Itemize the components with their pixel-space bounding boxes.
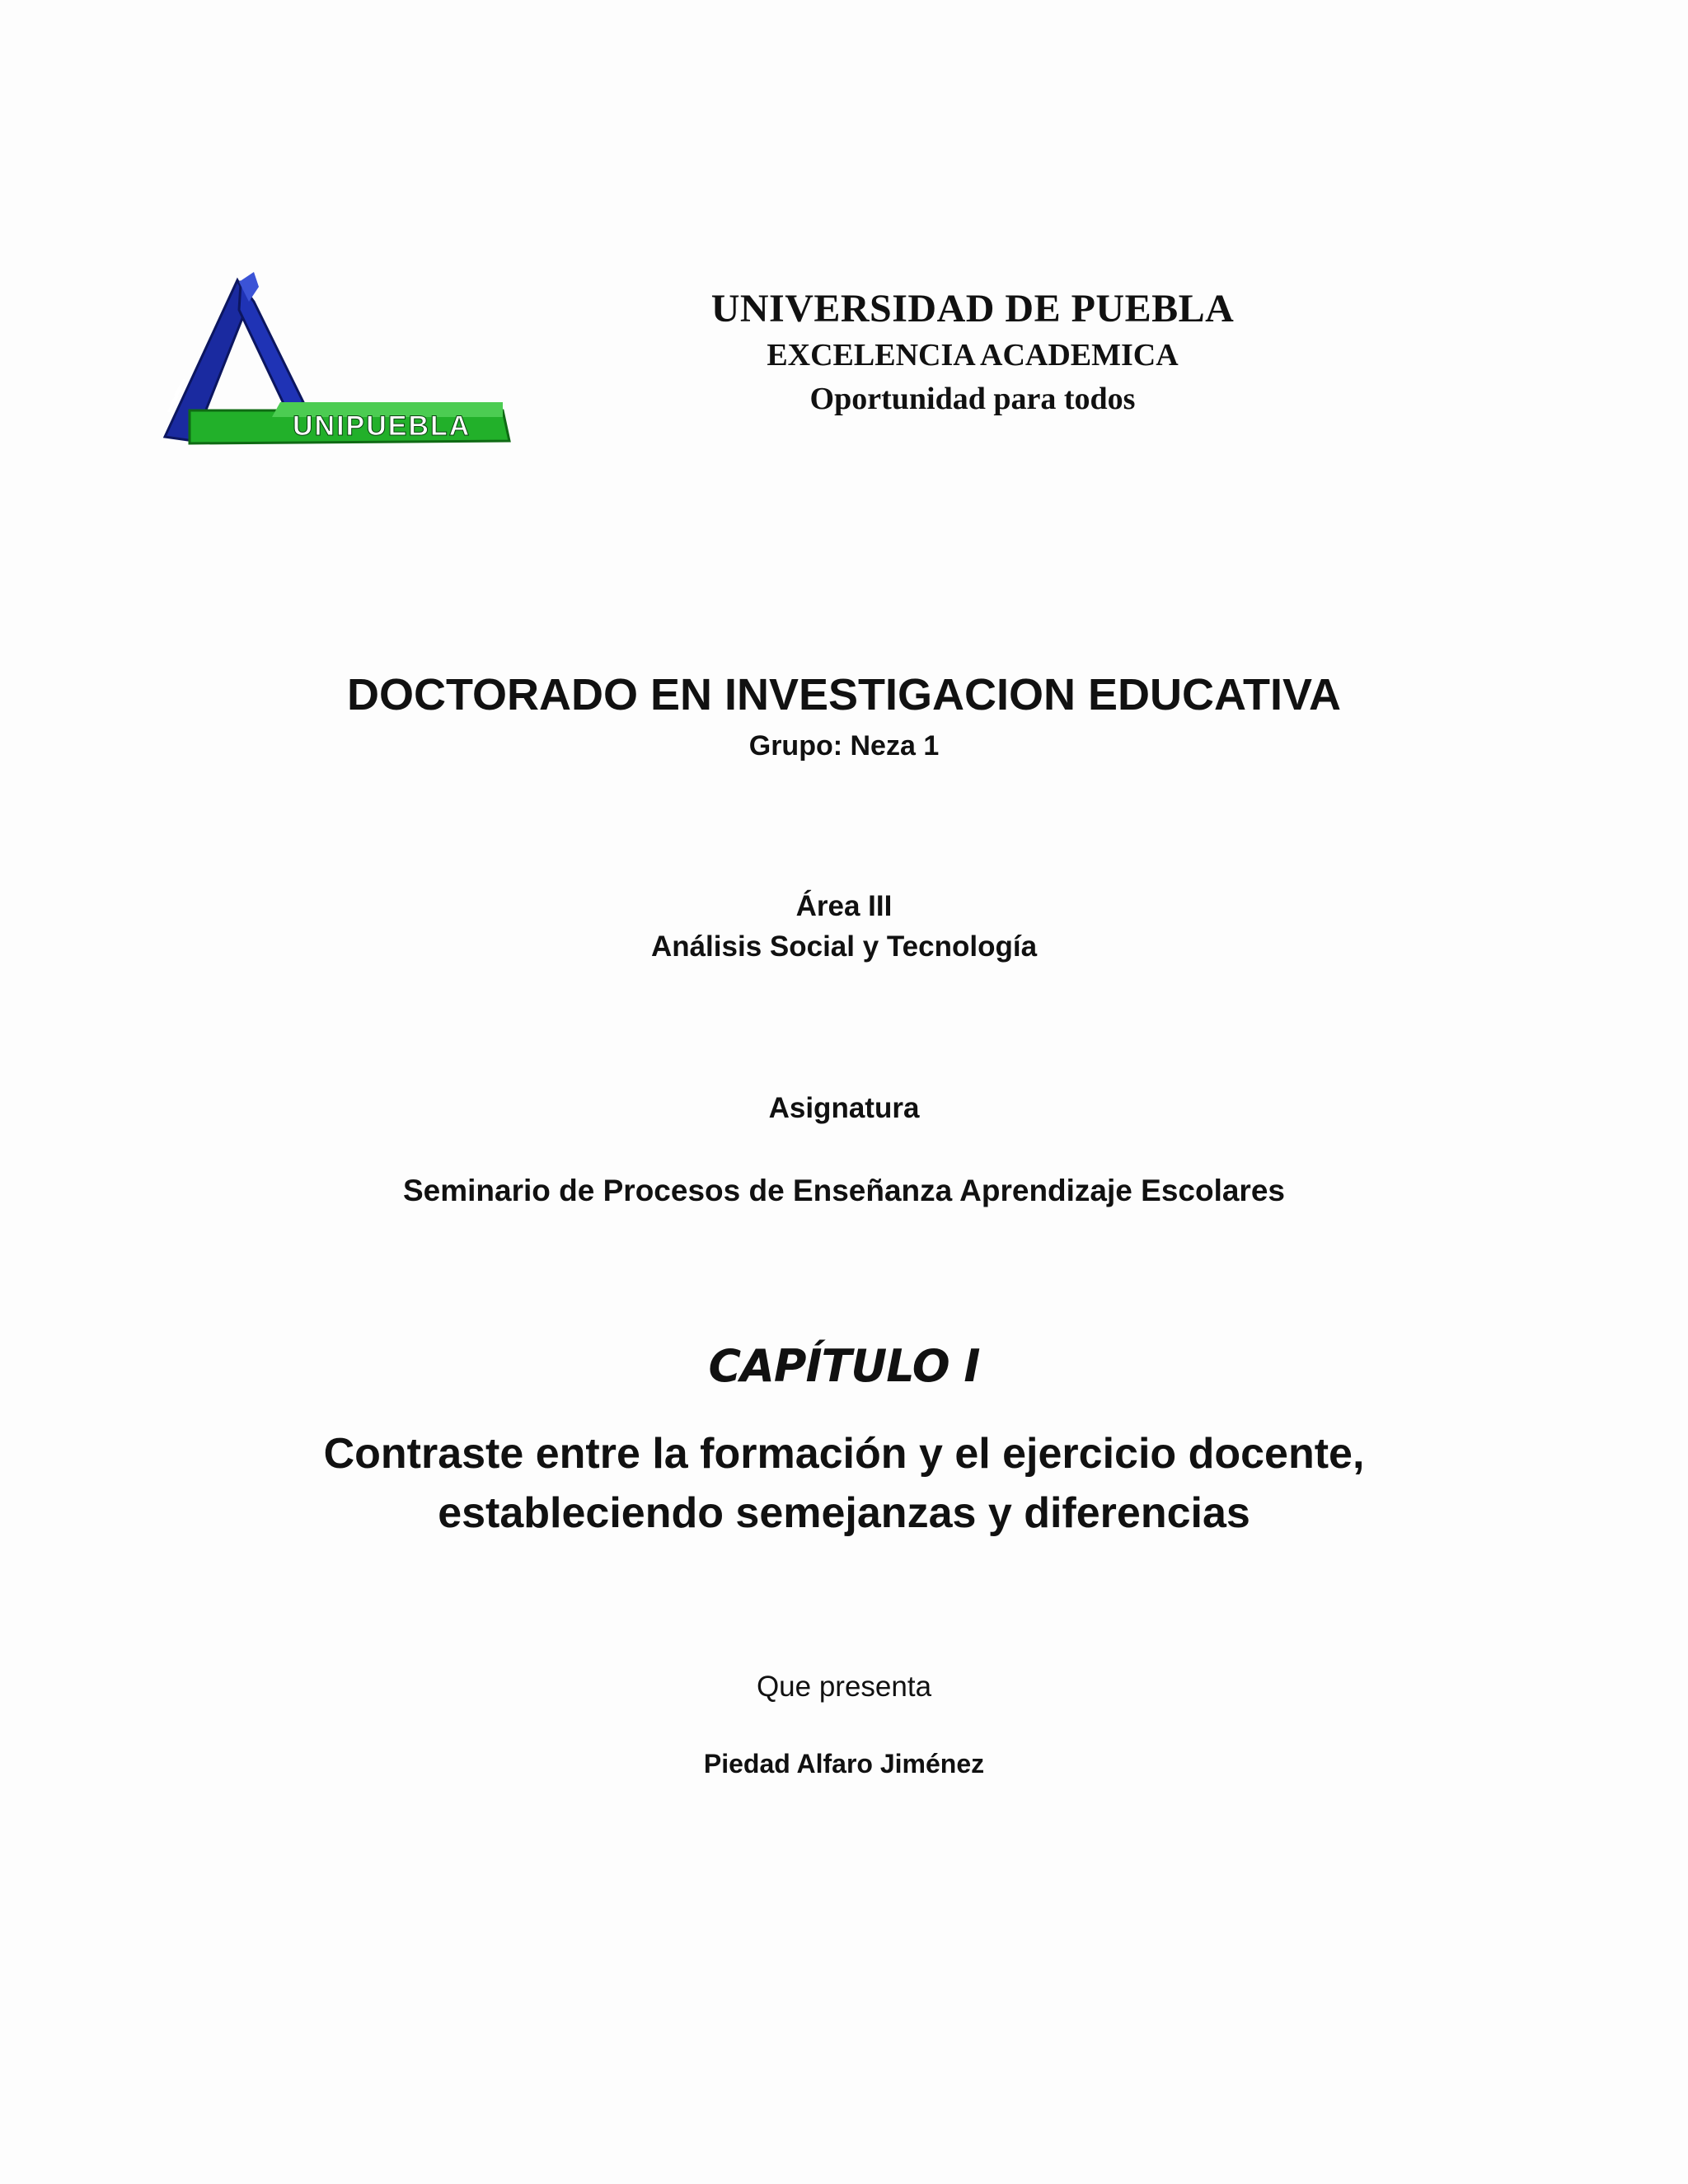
- chapter-heading: CAPÍTULO I: [708, 1340, 980, 1392]
- logo-text: UNIPUEBLA: [293, 410, 471, 442]
- university-logo: [157, 272, 519, 462]
- university-header: [643, 284, 1302, 421]
- title-line-1: Contraste entre la formación y el ejercicio docente,: [323, 1430, 1365, 1478]
- program-title: DOCTORADO EN INVESTIGACION EDUCATIVA: [346, 670, 1342, 719]
- presents-label: Que presenta: [756, 1671, 932, 1703]
- area-label: Área III: [795, 890, 893, 922]
- subject-name: Seminario de Procesos de Enseñanza Aprendizaje Escolares: [402, 1174, 1285, 1207]
- group-label: Grupo: Neza 1: [748, 730, 940, 762]
- document-title: [0, 1424, 1688, 1543]
- university-name: UNIVERSIDAD DE PUEBLA: [710, 287, 1235, 330]
- area-name: Análisis Social y Tecnología: [650, 930, 1038, 963]
- university-slogan: Oportunidad para todos: [809, 382, 1136, 416]
- subject-label: Asignatura: [768, 1092, 920, 1124]
- author-name: Piedad Alfaro Jiménez: [703, 1749, 985, 1779]
- title-line-2: estableciendo semejanzas y diferencias: [438, 1489, 1250, 1537]
- university-motto: EXCELENCIA ACADEMICA: [767, 338, 1179, 373]
